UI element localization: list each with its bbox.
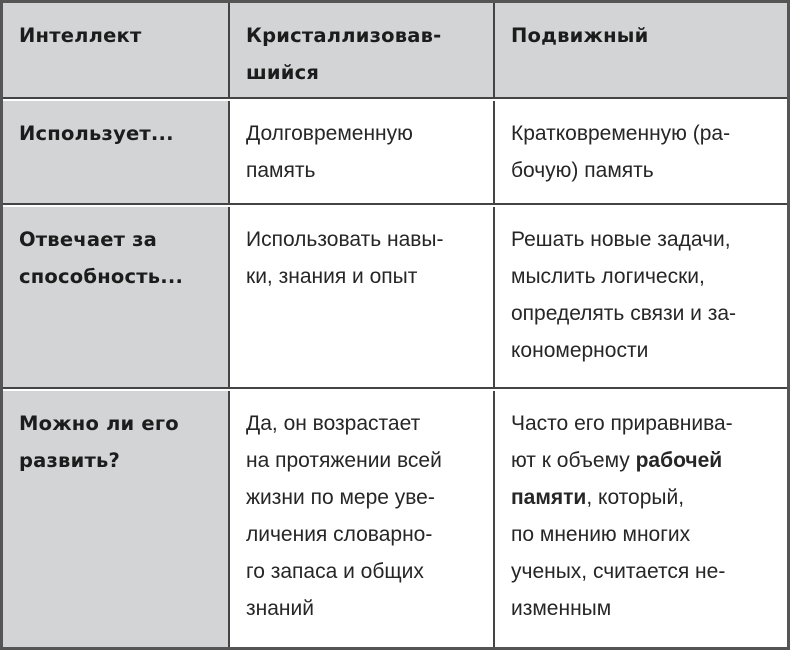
cell-line: Да, он возрастает	[246, 412, 421, 435]
header-crystallized-line: Кристаллизовав-	[246, 24, 442, 47]
row-label-text: Можно ли его	[19, 412, 179, 435]
cell-line: личения словарно-	[246, 523, 433, 546]
header-crystallized-line: шийся	[246, 61, 320, 84]
table-row	[3, 207, 787, 389]
cell-text: , который,	[586, 486, 685, 509]
cell-line: кономерности	[511, 339, 649, 362]
row-label-uses	[3, 101, 230, 203]
row-label-text: развить?	[19, 449, 120, 472]
table-row	[3, 101, 787, 205]
cell-line: память	[246, 159, 316, 182]
cell-text: ют к объему	[511, 449, 636, 472]
cell-line: Долговременную	[246, 122, 413, 145]
cell-fluid	[495, 391, 787, 647]
header-fluid-text: Подвижный	[511, 24, 649, 47]
cell-line: бочую) память	[511, 159, 654, 182]
cell-line: знаний	[246, 597, 314, 620]
row-label-text: Использует...	[19, 122, 174, 145]
cell-crystallized	[230, 101, 495, 203]
cell-line: изменным	[511, 597, 612, 620]
cell-crystallized	[230, 207, 495, 387]
cell-line: на протяжении всей	[246, 449, 442, 472]
cell-line: по мнению многих	[511, 523, 691, 546]
table-row	[3, 391, 787, 647]
cell-line: Часто его приравнива-	[511, 412, 733, 435]
row-label-text: способность...	[19, 265, 184, 288]
cell-line: ки, знания и опыт	[246, 265, 418, 288]
cell-line: го запаса и общих	[246, 560, 424, 583]
row-label-responsible-for	[3, 207, 230, 387]
cell-fluid	[495, 101, 787, 203]
cell-line: мыслить логически,	[511, 265, 705, 288]
cell-line: Решать новые задачи,	[511, 228, 731, 251]
cell-line: жизни по мере уве-	[246, 486, 435, 509]
cell-line	[511, 479, 772, 516]
cell-line: Использовать навы-	[246, 228, 444, 251]
cell-line: Кратковременную (ра-	[511, 122, 731, 145]
cell-line: определять связи и за-	[511, 302, 737, 325]
header-intellect-text: Интеллект	[19, 24, 142, 47]
header-fluid	[495, 3, 787, 97]
bold-term: рабочей	[635, 449, 723, 472]
table-header-row	[3, 3, 787, 99]
header-crystallized	[230, 3, 495, 97]
cell-line: ученых, считается не-	[511, 560, 726, 583]
row-label-can-develop	[3, 391, 230, 647]
cell-line	[511, 442, 772, 479]
bold-term: памяти	[511, 486, 587, 509]
cell-crystallized	[230, 391, 495, 647]
cell-fluid	[495, 207, 787, 387]
row-label-text: Отвечает за	[19, 228, 157, 251]
header-intellect	[3, 3, 230, 97]
